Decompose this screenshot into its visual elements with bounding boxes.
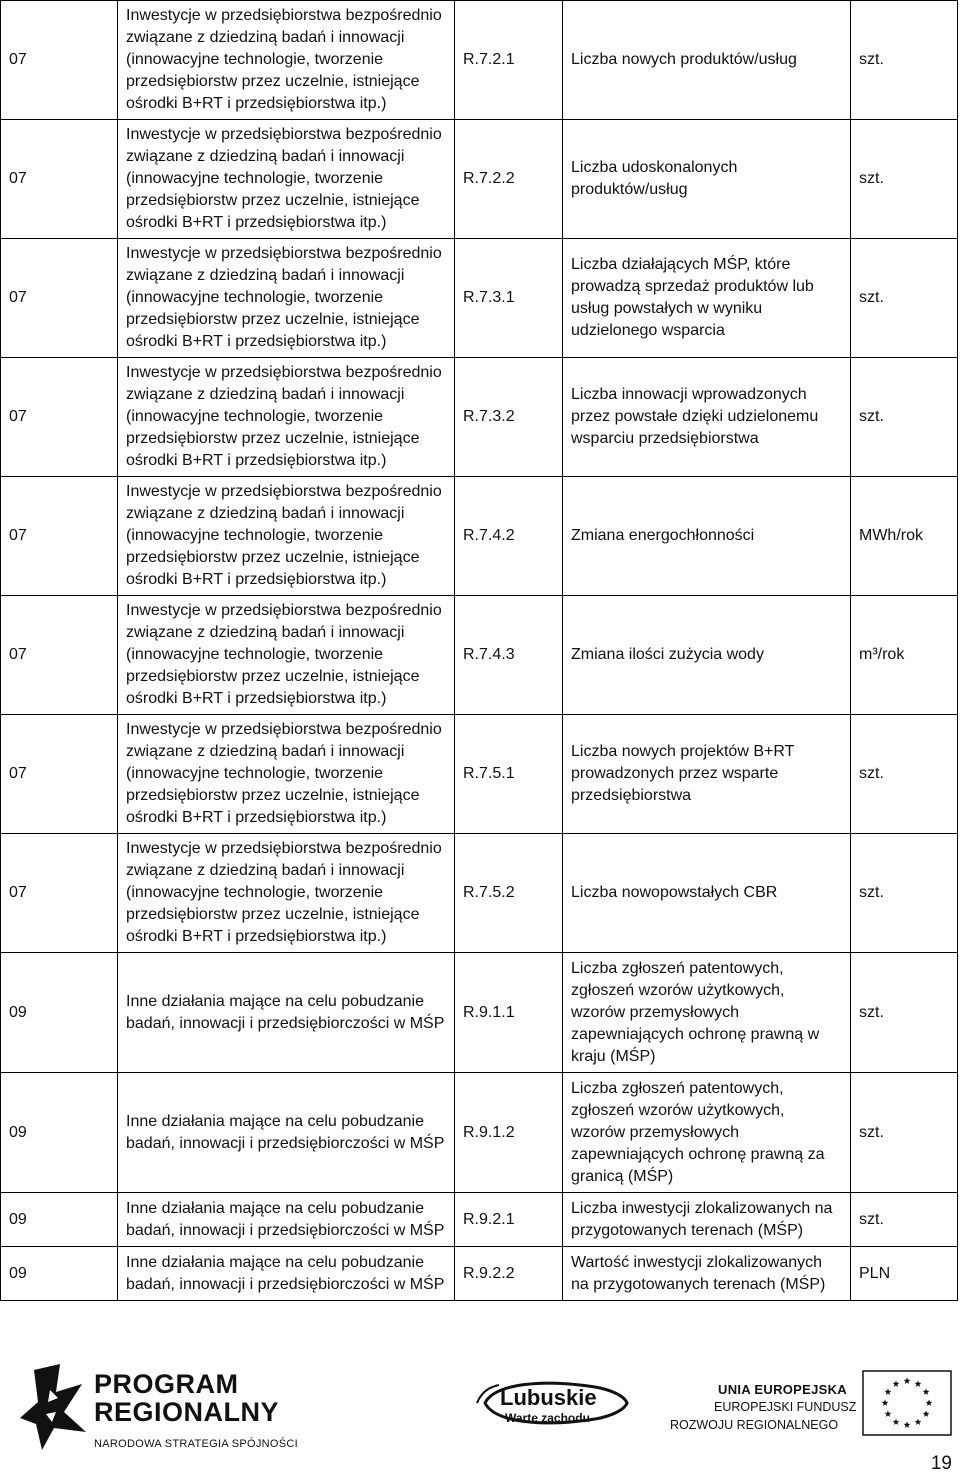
description-line: przedsiębiorstw przez uczelnie, istniejące bbox=[126, 668, 420, 685]
description-line: ośrodki B+RT i przedsiębiorstwa itp.) bbox=[126, 214, 387, 231]
category-code: 07 bbox=[1, 477, 118, 596]
eu-fund-line1: EUROPEJSKI FUNDUSZ bbox=[714, 1400, 857, 1414]
indicator-name-line: Liczba działających MŚP, które bbox=[571, 256, 791, 273]
description-line: ośrodki B+RT i przedsiębiorstwa itp.) bbox=[126, 452, 387, 469]
indicator-unit: szt. bbox=[851, 239, 958, 358]
indicator-name-line: prowadzą sprzedaż produktów lub bbox=[571, 278, 814, 295]
description-line: badań, innowacji i przedsiębiorczości w MŚP bbox=[126, 1275, 445, 1293]
indicator-name bbox=[563, 477, 851, 596]
description-line: Inwestycje w przedsiębiorstwa bezpośrednio bbox=[126, 7, 442, 24]
indicator-unit: szt. bbox=[851, 1, 958, 120]
indicator-unit: szt. bbox=[851, 834, 958, 953]
description-line: Inwestycje w przedsiębiorstwa bezpośrednio bbox=[126, 840, 442, 857]
indicator-name-line: Liczba zgłoszeń patentowych, bbox=[571, 1079, 784, 1097]
indicator-name-line: wzorów przemysłowych bbox=[571, 1123, 740, 1141]
indicator-name-line: Zmiana ilości zużycia wody bbox=[571, 646, 764, 663]
description-line: przedsiębiorstw przez uczelnie, istniejące bbox=[126, 73, 420, 90]
category-code: 07 bbox=[1, 1, 118, 120]
indicator-name-line: Zmiana energochłonności bbox=[571, 527, 755, 544]
indicator-name bbox=[563, 1247, 851, 1301]
category-description bbox=[118, 715, 455, 834]
indicator-unit: PLN bbox=[851, 1247, 958, 1301]
description-line: związane z dziedziną badań i innowacji bbox=[126, 29, 405, 46]
description-line: (innowacyjne technologie, tworzenie bbox=[126, 765, 384, 782]
indicator-name-line: wsparciu przedsiębiorstwa bbox=[571, 430, 759, 447]
indicator-name bbox=[563, 715, 851, 834]
category-description bbox=[118, 1, 455, 120]
description-line: ośrodki B+RT i przedsiębiorstwa itp.) bbox=[126, 809, 387, 826]
description-line: związane z dziedziną badań i innowacji bbox=[126, 743, 405, 760]
indicator-id: R.7.5.2 bbox=[455, 834, 563, 953]
region-tagline: Warte zachodu bbox=[505, 1411, 590, 1425]
indicator-name-line: Liczba nowych produktów/usług bbox=[571, 51, 797, 68]
description-line: (innowacyjne technologie, tworzenie bbox=[126, 884, 384, 901]
category-code: 09 bbox=[1, 1073, 118, 1193]
indicator-id: R.7.2.1 bbox=[455, 1, 563, 120]
indicator-name-line: produktów/usług bbox=[571, 181, 688, 198]
table-row bbox=[1, 953, 958, 1073]
table-row bbox=[1, 1247, 958, 1301]
indicator-id: R.7.3.2 bbox=[455, 358, 563, 477]
indicator-name-line: zgłoszeń wzorów użytkowych, bbox=[571, 1101, 785, 1119]
table-row bbox=[1, 1, 958, 120]
indicator-name-line: Liczba inwestycji zlokalizowanych na bbox=[571, 1199, 833, 1217]
page-number: 19 bbox=[930, 1453, 952, 1474]
indicator-name-line: udzielonego wsparcia bbox=[571, 322, 725, 339]
indicator-name-line: prowadzonych przez wsparte bbox=[571, 765, 779, 782]
description-line: Inwestycje w przedsiębiorstwa bezpośrednio bbox=[126, 602, 442, 619]
description-line: Inwestycje w przedsiębiorstwa bezpośrednio bbox=[126, 721, 442, 738]
description-line: Inne działania mające na celu pobudzanie bbox=[126, 1253, 424, 1271]
category-code: 09 bbox=[1, 1193, 118, 1247]
indicator-name-line: przedsiębiorstwa bbox=[571, 787, 692, 804]
description-line: badań, innowacji i przedsiębiorczości w MŚP bbox=[126, 1221, 445, 1239]
indicator-name bbox=[563, 953, 851, 1073]
indicator-name-line: wzorów przemysłowych bbox=[571, 1003, 740, 1021]
category-description bbox=[118, 1193, 455, 1247]
indicator-name bbox=[563, 239, 851, 358]
category-description bbox=[118, 239, 455, 358]
table-row bbox=[1, 715, 958, 834]
indicator-name bbox=[563, 120, 851, 239]
indicator-unit: szt. bbox=[851, 1193, 958, 1247]
indicator-unit: szt. bbox=[851, 1073, 958, 1193]
table-row bbox=[1, 239, 958, 358]
description-line: (innowacyjne technologie, tworzenie bbox=[126, 527, 384, 544]
indicator-unit: szt. bbox=[851, 358, 958, 477]
indicator-name-line: usług powstałych w wyniku bbox=[571, 300, 763, 317]
table-row bbox=[1, 358, 958, 477]
category-description bbox=[118, 953, 455, 1073]
indicator-name bbox=[563, 834, 851, 953]
indicator-unit: MWh/rok bbox=[851, 477, 958, 596]
indicator-name-line: Liczba nowych projektów B+RT bbox=[571, 743, 795, 760]
table-row bbox=[1, 1073, 958, 1193]
indicator-unit: szt. bbox=[851, 715, 958, 834]
description-line: badań, innowacji i przedsiębiorczości w MŚP bbox=[126, 1134, 445, 1152]
indicator-name-line: Liczba innowacji wprowadzonych bbox=[571, 386, 807, 403]
indicator-name-line: na przygotowanych terenach (MŚP) bbox=[571, 1275, 826, 1293]
description-line: związane z dziedziną badań i innowacji bbox=[126, 862, 405, 879]
indicator-name-line: kraju (MŚP) bbox=[571, 1047, 656, 1065]
program-title-line2: REGIONALNY bbox=[94, 1397, 280, 1427]
category-code: 07 bbox=[1, 120, 118, 239]
indicators-table-body bbox=[1, 1, 958, 1301]
indicator-id: R.9.1.1 bbox=[455, 953, 563, 1073]
description-line: związane z dziedziną badań i innowacji bbox=[126, 267, 405, 284]
indicator-name bbox=[563, 1193, 851, 1247]
indicator-id: R.9.2.2 bbox=[455, 1247, 563, 1301]
indicator-name-line: zgłoszeń wzorów użytkowych, bbox=[571, 981, 785, 999]
description-line: związane z dziedziną badań i innowacji bbox=[126, 386, 405, 403]
region-name: Lubuskie bbox=[500, 1385, 597, 1410]
description-line: przedsiębiorstw przez uczelnie, istniejące bbox=[126, 787, 420, 804]
indicator-name-line: przygotowanych terenach (MŚP) bbox=[571, 1221, 804, 1239]
indicator-id: R.7.3.1 bbox=[455, 239, 563, 358]
description-line: Inwestycje w przedsiębiorstwa bezpośrednio bbox=[126, 245, 442, 262]
indicator-name-line: Liczba udoskonalonych bbox=[571, 159, 738, 176]
table-row bbox=[1, 120, 958, 239]
indicator-name-line: granicą (MŚP) bbox=[571, 1167, 674, 1185]
indicator-id: R.7.5.1 bbox=[455, 715, 563, 834]
indicator-unit: m³/rok bbox=[851, 596, 958, 715]
indicator-name-line: Liczba zgłoszeń patentowych, bbox=[571, 959, 784, 977]
table-row bbox=[1, 1193, 958, 1247]
indicator-name-line: Liczba nowopowstałych CBR bbox=[571, 884, 778, 901]
eu-title: UNIA EUROPEJSKA bbox=[718, 1382, 847, 1397]
description-line: przedsiębiorstw przez uczelnie, istniejące bbox=[126, 549, 420, 566]
description-line: związane z dziedziną badań i innowacji bbox=[126, 624, 405, 641]
indicator-unit: szt. bbox=[851, 120, 958, 239]
description-line: (innowacyjne technologie, tworzenie bbox=[126, 170, 384, 187]
program-subtitle: NARODOWA STRATEGIA SPÓJNOŚCI bbox=[94, 1438, 298, 1450]
description-line: ośrodki B+RT i przedsiębiorstwa itp.) bbox=[126, 571, 387, 588]
indicator-unit: szt. bbox=[851, 953, 958, 1073]
indicator-name-line: zapewniających ochronę prawną w bbox=[571, 1025, 820, 1043]
description-line: (innowacyjne technologie, tworzenie bbox=[126, 289, 384, 306]
indicator-id: R.9.2.1 bbox=[455, 1193, 563, 1247]
description-line: Inne działania mające na celu pobudzanie bbox=[126, 1112, 424, 1130]
description-line: związane z dziedziną badań i innowacji bbox=[126, 505, 405, 522]
description-line: przedsiębiorstw przez uczelnie, istniejące bbox=[126, 311, 420, 328]
category-code: 07 bbox=[1, 239, 118, 358]
indicator-name bbox=[563, 1073, 851, 1193]
description-line: przedsiębiorstw przez uczelnie, istniejące bbox=[126, 906, 420, 923]
description-line: (innowacyjne technologie, tworzenie bbox=[126, 51, 384, 68]
category-description bbox=[118, 596, 455, 715]
description-line: przedsiębiorstw przez uczelnie, istniejące bbox=[126, 430, 420, 447]
indicator-name bbox=[563, 1, 851, 120]
category-code: 09 bbox=[1, 1247, 118, 1301]
category-description bbox=[118, 477, 455, 596]
description-line: ośrodki B+RT i przedsiębiorstwa itp.) bbox=[126, 690, 387, 707]
eu-fund-line2: ROZWOJU REGIONALNEGO bbox=[670, 1418, 839, 1432]
table-row bbox=[1, 596, 958, 715]
description-line: ośrodki B+RT i przedsiębiorstwa itp.) bbox=[126, 95, 387, 112]
category-description bbox=[118, 1247, 455, 1301]
description-line: (innowacyjne technologie, tworzenie bbox=[126, 408, 384, 425]
eu-flag-icon bbox=[862, 1370, 952, 1436]
indicator-id: R.7.2.2 bbox=[455, 120, 563, 239]
indicator-name-line: przez powstałe dzięki udzielonemu bbox=[571, 408, 819, 425]
category-code: 09 bbox=[1, 953, 118, 1073]
description-line: ośrodki B+RT i przedsiębiorstwa itp.) bbox=[126, 928, 387, 945]
category-description bbox=[118, 120, 455, 239]
category-code: 07 bbox=[1, 834, 118, 953]
description-line: (innowacyjne technologie, tworzenie bbox=[126, 646, 384, 663]
category-code: 07 bbox=[1, 715, 118, 834]
indicator-id: R.7.4.3 bbox=[455, 596, 563, 715]
category-description bbox=[118, 1073, 455, 1193]
description-line: Inne działania mające na celu pobudzanie bbox=[126, 1199, 424, 1217]
description-line: Inne działania mające na celu pobudzanie bbox=[126, 992, 424, 1010]
description-line: Inwestycje w przedsiębiorstwa bezpośrednio bbox=[126, 126, 442, 143]
description-line: badań, innowacji i przedsiębiorczości w MŚP bbox=[126, 1014, 445, 1032]
category-code: 07 bbox=[1, 596, 118, 715]
indicator-name bbox=[563, 596, 851, 715]
indicator-id: R.7.4.2 bbox=[455, 477, 563, 596]
indicator-name-line: zapewniających ochronę prawną za bbox=[571, 1145, 825, 1163]
indicator-name-line: Wartość inwestycji zlokalizowanych bbox=[571, 1253, 823, 1271]
table-row bbox=[1, 477, 958, 596]
indicator-name bbox=[563, 358, 851, 477]
description-line: związane z dziedziną badań i innowacji bbox=[126, 148, 405, 165]
description-line: Inwestycje w przedsiębiorstwa bezpośrednio bbox=[126, 364, 442, 381]
footer bbox=[0, 1340, 960, 1481]
program-title-line1: PROGRAM bbox=[94, 1369, 239, 1399]
indicator-id: R.9.1.2 bbox=[455, 1073, 563, 1193]
category-code: 07 bbox=[1, 358, 118, 477]
table-row bbox=[1, 834, 958, 953]
description-line: Inwestycje w przedsiębiorstwa bezpośrednio bbox=[126, 483, 442, 500]
description-line: przedsiębiorstw przez uczelnie, istniejące bbox=[126, 192, 420, 209]
category-description bbox=[118, 834, 455, 953]
description-line: ośrodki B+RT i przedsiębiorstwa itp.) bbox=[126, 333, 387, 350]
category-description bbox=[118, 358, 455, 477]
